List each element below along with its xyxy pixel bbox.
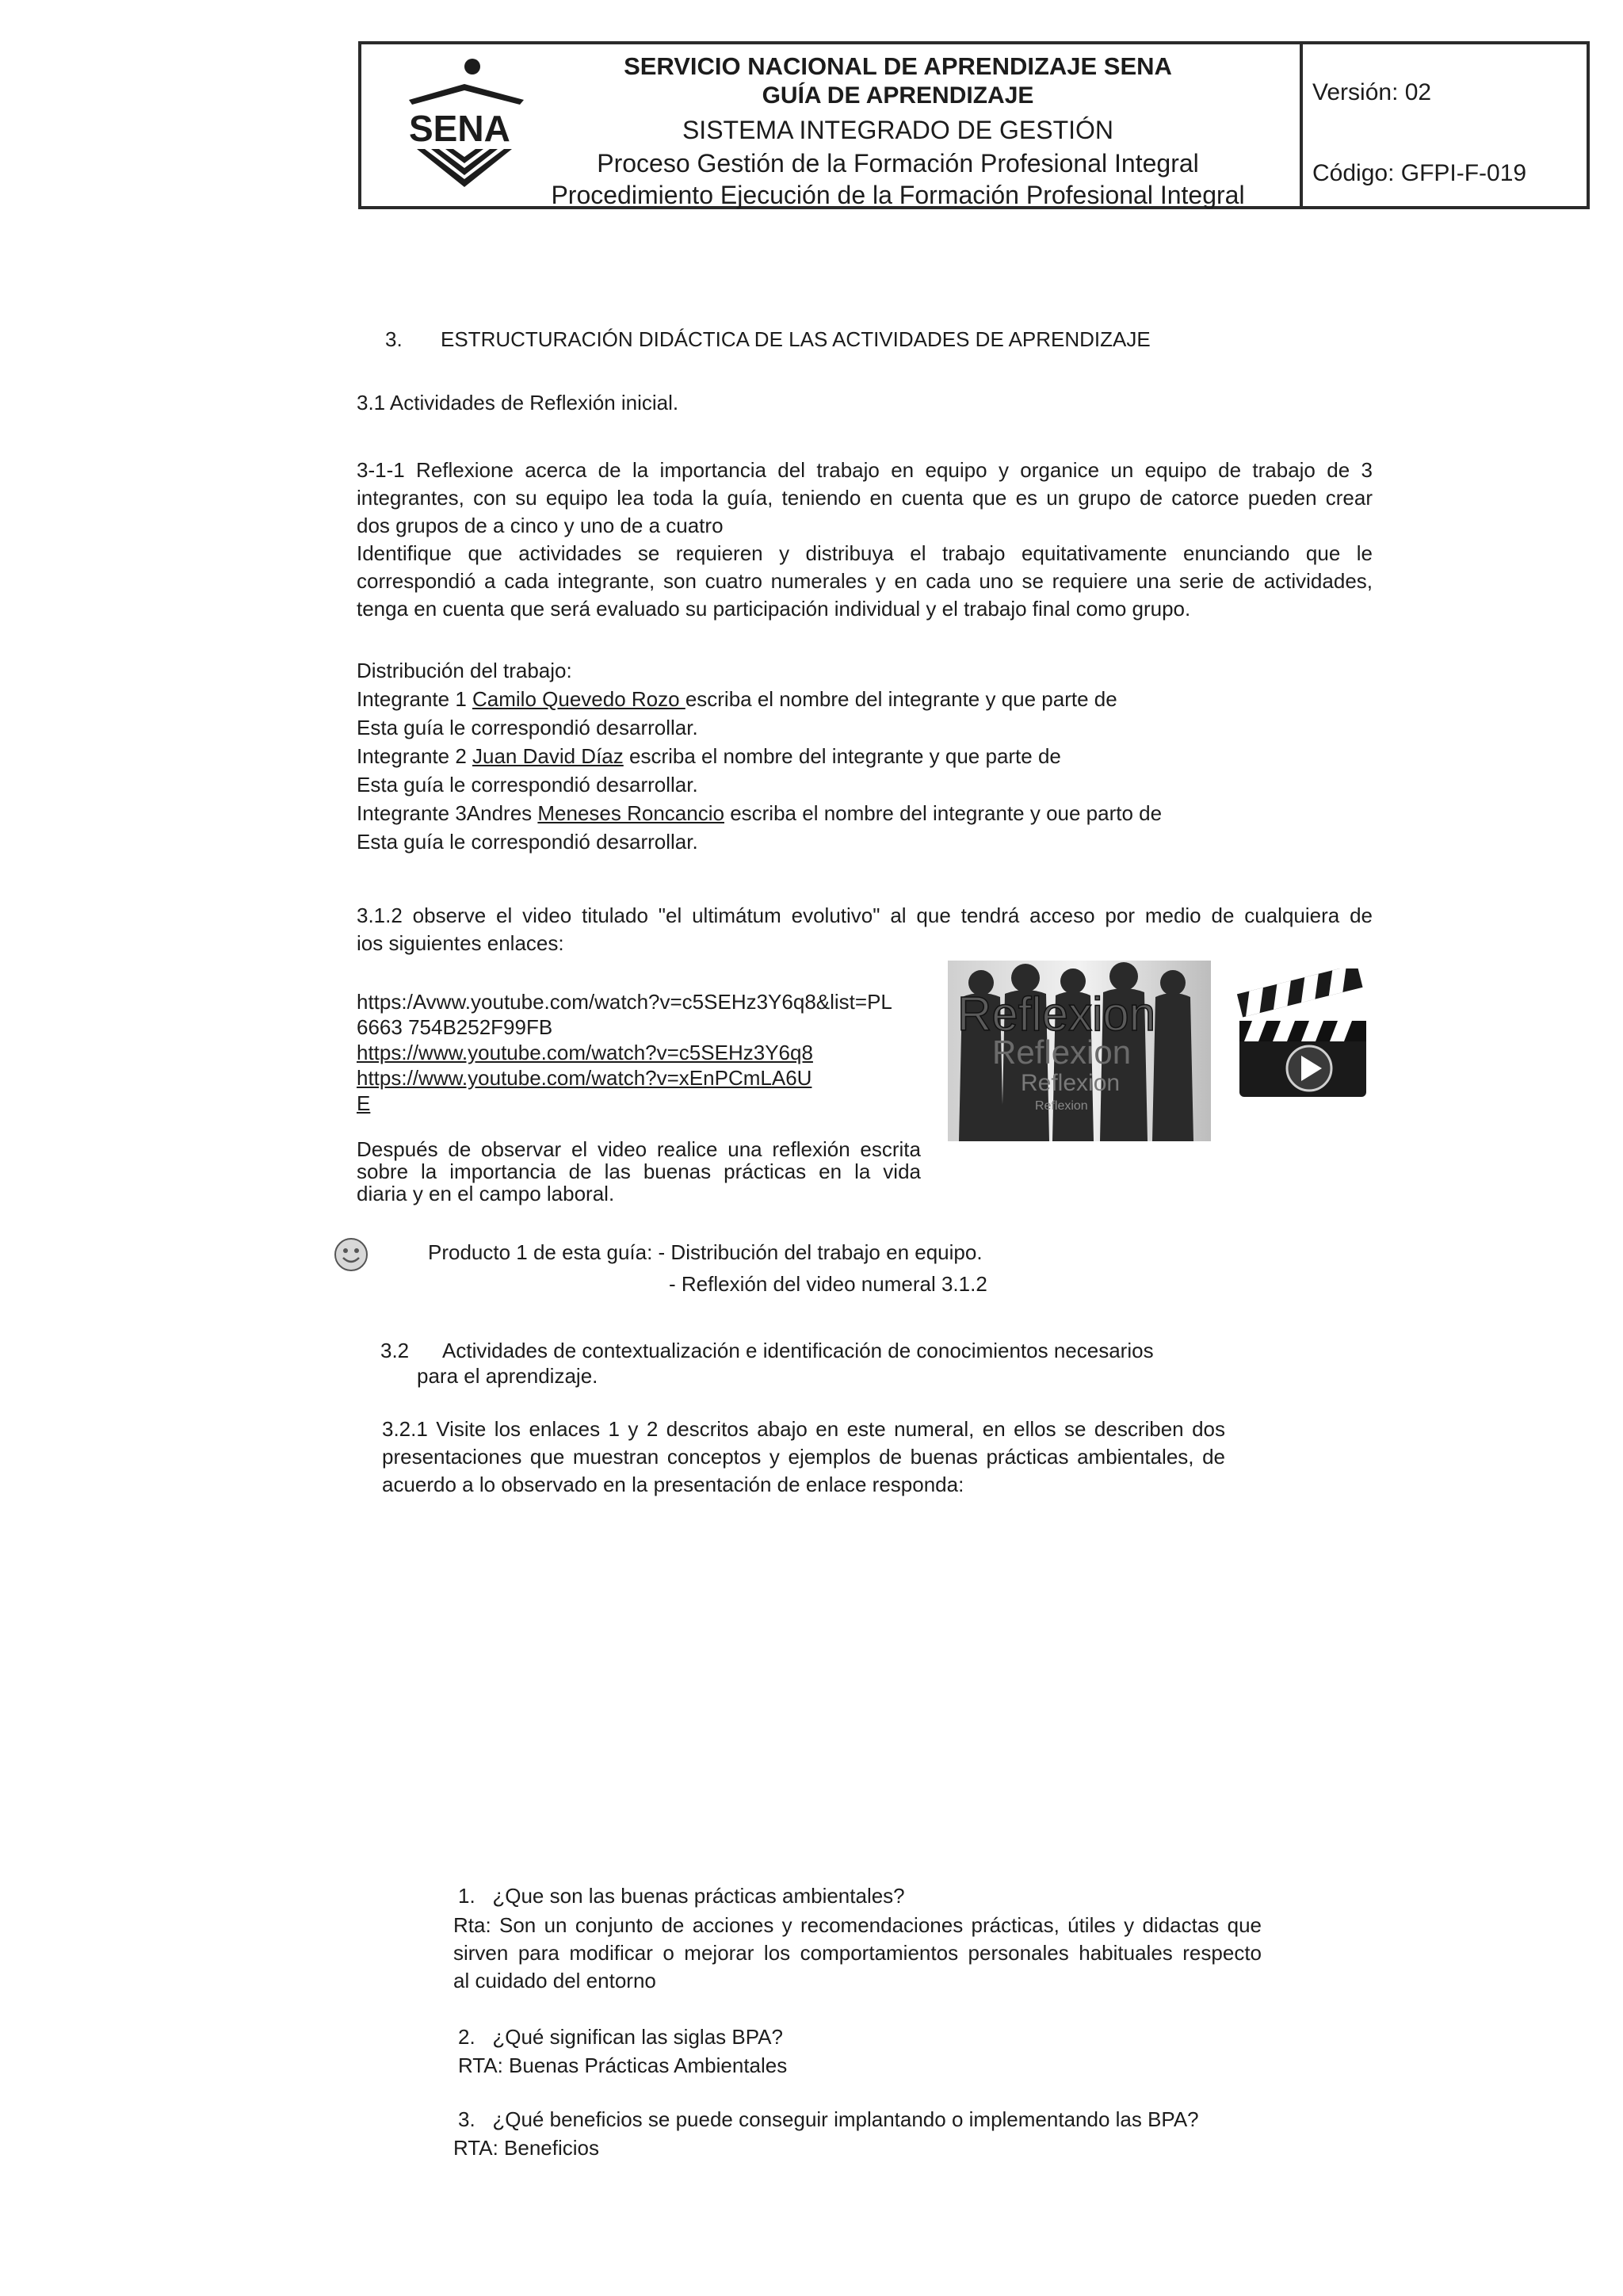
header-code: Código: GFPI-F-019 (1312, 160, 1527, 186)
paragraph-3-1-1 (357, 457, 1373, 623)
section-3-2-heading-continued: para el aprendizaje. (417, 1364, 598, 1388)
paragraph-line: presentaciones que muestran conceptos y ejemplos de buenas prácticas ambientales, de (382, 1445, 1225, 1469)
logo-text: SENA (409, 108, 510, 149)
paragraph-line: Después de observar el video realice una reflexión escrita (357, 1137, 921, 1161)
section-3-1-heading: 3.1 Actividades de Reflexión inicial. (357, 391, 679, 415)
answer-2: RTA: Buenas Prácticas Ambientales (458, 2053, 788, 2077)
header-institution: SERVICIO NACIONAL DE APRENDIZAJE SENA (624, 52, 1172, 80)
answer-1 (453, 1912, 1262, 1995)
paragraph-line: sirven para modificar o mejorar los comportamientos personales habituales respecto (453, 1941, 1262, 1965)
reflexion-word-4: Reflexion (1035, 1099, 1088, 1113)
header-meta-block (1303, 44, 1587, 206)
paragraph-line: 3-1-1 Reflexione acerca de la importancia del trabajo en equipo y organice un equipo de trabajo de 3 (357, 458, 1373, 482)
header-procedure: Procedimiento Ejecución de la Formación Profesional Integral (551, 181, 1245, 209)
paragraph-line: acuerdo a lo observado en la presentación de enlace responda: (382, 1473, 964, 1496)
reflexion-word-3: Reflexion (1021, 1070, 1121, 1096)
paragraph-line: Rta: Son un conjunto de acciones y recomendaciones prácticas, útiles y didactas que (453, 1913, 1262, 1937)
member-2-suffix: escriba el nombre del integrante y que parte de (623, 744, 1061, 768)
paragraph-line: 3.1.2 observe el video titulado "el ultimátum evolutivo" al que tendrá acceso por medio de cualquiera de (357, 904, 1373, 927)
header-process: Proceso Gestión de la Formación Profesional Integral (597, 149, 1199, 178)
reflexion-word-2: Reflexion (992, 1033, 1132, 1071)
paragraph-3-2-1 (382, 1415, 1225, 1499)
section-3-2-heading: 3.2 Actividades de contextualización e identificación de conocimientos necesarios (380, 1339, 1154, 1362)
member-2-name: Juan David Díaz (472, 744, 624, 768)
paragraph-line: al cuidado del entorno (453, 1969, 656, 1992)
section-3-title: ESTRUCTURACIÓN DIDÁCTICA DE LAS ACTIVIDADES DE APRENDIZAJE (441, 327, 1151, 351)
paragraph-line: tenga en cuenta que será evaluado su participación individual y el trabajo final como grupo. (357, 597, 1191, 621)
member-2-line (357, 742, 1061, 770)
clapperboard-icon (1232, 968, 1371, 1102)
paragraph-line: 3.2.1 Visite los enlaces 1 y 2 descritos abajo en este numeral, en ellos se describen dos (382, 1417, 1225, 1441)
distribution-label: Distribución del trabajo: (357, 659, 572, 682)
paragraph-3-1-2 (357, 902, 1373, 957)
video-link-1[interactable]: https:/Avww.youtube.com/watch?v=c5SEHz3Y6q8&list=PL (357, 990, 892, 1014)
paragraph-line: correspondió a cada integrante, son cuatro numerales y en cada uno se requiere una serie de actividades, (357, 569, 1373, 593)
member-1-name: Camilo Quevedo Rozo (472, 687, 685, 711)
member-3-name: Meneses Roncancio (537, 801, 724, 825)
member-1-line (357, 685, 1117, 713)
header-title-block (361, 44, 1303, 209)
member-1-suffix: escriba el nombre del integrante y que parte de (685, 687, 1117, 711)
header-version: Versión: 02 (1312, 79, 1432, 105)
video-link-3[interactable]: https://www.youtube.com/watch?v=xEnPCmLA6U (357, 1066, 812, 1090)
section-3-number: 3. (385, 327, 403, 351)
member-3-prefix: Integrante 3Andres (357, 801, 538, 825)
member-1-prefix: Integrante 1 (357, 687, 472, 711)
video-link-3-continued[interactable]: E (357, 1091, 371, 1115)
product-line-1: Producto 1 de esta guía: - Distribución del trabajo en equipo. (428, 1240, 983, 1264)
paragraph-line: diaria y en el campo laboral. (357, 1182, 615, 1205)
member-3-suffix: escriba el nombre del integrante y oue parto de (724, 801, 1163, 825)
question-2: 2. ¿Qué significan las siglas BPA? (458, 2025, 783, 2049)
member-2-prefix: Integrante 2 (357, 744, 472, 768)
paragraph-line: dos grupos de a cinco y uno de a cuatro (357, 514, 724, 537)
paragraph-line: ios siguientes enlaces: (357, 931, 564, 955)
document-header (358, 41, 1590, 209)
video-link-1-continued[interactable]: 6663 754B252F99FB (357, 1015, 553, 1039)
member-3-line (357, 799, 1162, 827)
member-3-task: Esta guía le correspondió desarrollar. (357, 830, 698, 854)
after-video-paragraph (357, 1138, 921, 1205)
question-1: 1. ¿Que son las buenas prácticas ambientales? (458, 1884, 905, 1908)
video-link-2[interactable]: https://www.youtube.com/watch?v=c5SEHz3Y6q8 (357, 1041, 813, 1064)
reflexion-image (948, 961, 1211, 1141)
question-3: 3. ¿Qué beneficios se puede conseguir implantando o implementando las BPA? (458, 2107, 1199, 2131)
smiley-icon (333, 1236, 369, 1273)
paragraph-line: integrantes, con su equipo lea toda la guía, teniendo en cuenta que es un grupo de catorce pueden crear (357, 486, 1373, 510)
reflexion-word-1: Reflexion (957, 988, 1156, 1041)
header-system: SISTEMA INTEGRADO DE GESTIÓN (682, 116, 1114, 144)
header-guide-title: GUÍA DE APRENDIZAJE (762, 82, 1034, 109)
member-1-task: Esta guía le correspondió desarrollar. (357, 716, 698, 739)
product-line-2: - Reflexión del video numeral 3.1.2 (669, 1272, 987, 1296)
answer-3: RTA: Beneficios (453, 2136, 600, 2160)
paragraph-line: sobre la importancia de las buenas prácticas en la vida (357, 1159, 921, 1183)
member-2-task: Esta guía le correspondió desarrollar. (357, 773, 698, 797)
paragraph-line: Identifique que actividades se requieren y distribuya el trabajo equitativamente enunciando que le (357, 541, 1373, 565)
